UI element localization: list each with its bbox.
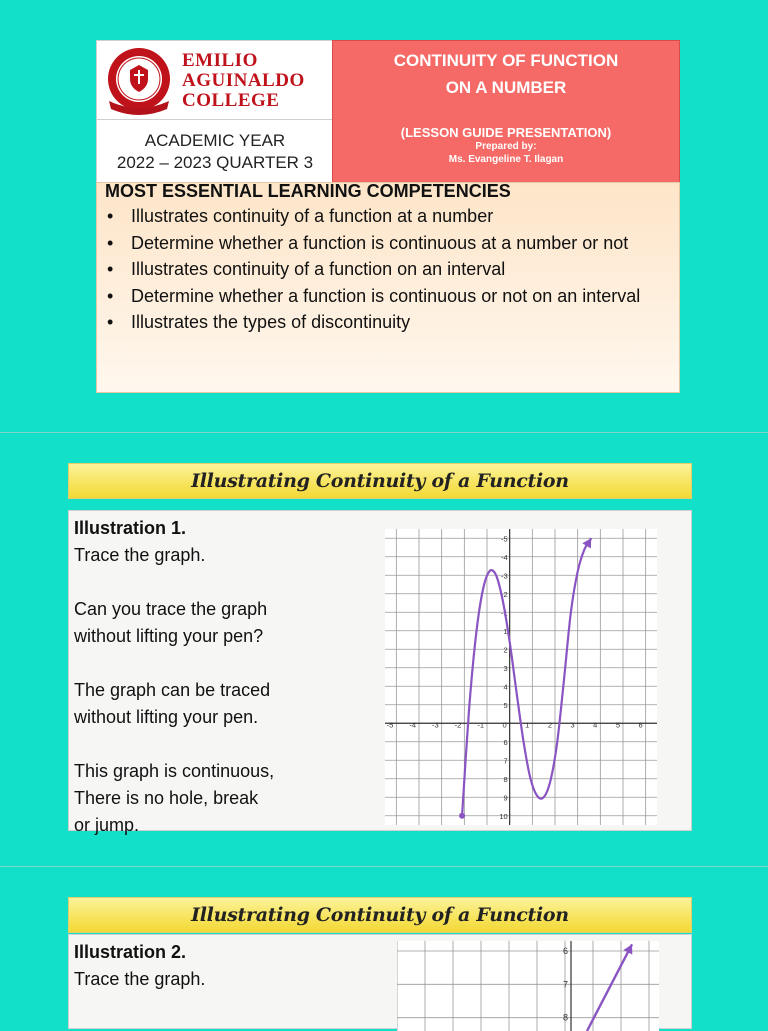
conclusion-line: There is no hole, break bbox=[74, 788, 259, 808]
x-tick-label: -1 bbox=[477, 720, 484, 730]
melc-panel bbox=[96, 182, 680, 393]
instruction-text: Trace the graph. bbox=[74, 545, 206, 565]
lesson-title-panel bbox=[332, 40, 680, 187]
slide2-text bbox=[74, 515, 324, 839]
y-tick-label: 3 bbox=[503, 663, 508, 673]
melc-item: • Illustrates the types of discontinuity bbox=[105, 309, 671, 336]
slide3-panel bbox=[68, 934, 692, 1029]
y-tick-label: 1 bbox=[503, 626, 508, 636]
prepared-by-label: Prepared by: bbox=[475, 141, 537, 152]
author-name: Ms. Evangeline T. Ilagan bbox=[448, 154, 564, 165]
answer-line: without lifting your pen. bbox=[74, 707, 259, 727]
y-tick-label: -2 bbox=[500, 589, 508, 599]
y-tick-label: -1 bbox=[500, 608, 508, 618]
academic-year-label: ACADEMIC YEAR bbox=[144, 130, 286, 150]
x-tick-label: -3 bbox=[431, 720, 439, 730]
melc-item: • Determine whether a function is continuous or not on an interval bbox=[105, 283, 671, 310]
y-tick-label: 10 bbox=[499, 811, 508, 821]
lesson-subtitle: (LESSON GUIDE PRESENTATION) bbox=[400, 125, 612, 140]
y-tick-label: 7 bbox=[503, 756, 508, 766]
quarter-label: 2022 – 2023 QUARTER 3 bbox=[116, 152, 314, 172]
x-tick-label: 6 bbox=[638, 720, 643, 730]
illustration-label: Illustration 1. bbox=[74, 518, 187, 538]
slide2-panel bbox=[68, 510, 692, 835]
y-tick-label: 6 bbox=[503, 737, 508, 747]
slide-divider bbox=[0, 432, 768, 433]
y-tick-label: 2 bbox=[503, 645, 508, 655]
function-curve bbox=[462, 538, 591, 816]
college-logo-panel bbox=[96, 40, 334, 121]
x-tick-label: 1 bbox=[525, 720, 530, 730]
college-seal-icon bbox=[105, 45, 173, 117]
melc-list bbox=[105, 203, 671, 336]
question-line: without lifting your pen? bbox=[74, 626, 264, 646]
curve-start-point bbox=[459, 813, 465, 819]
y-tick-label: 6 bbox=[562, 946, 568, 956]
answer-line: The graph can be traced bbox=[74, 680, 271, 700]
instruction-text: Trace the graph. bbox=[74, 969, 206, 989]
slide2-banner bbox=[68, 463, 692, 499]
question-line: Can you trace the graph bbox=[74, 599, 268, 619]
conclusion-line: This graph is continuous, bbox=[74, 761, 275, 781]
y-tick-label: 9 bbox=[503, 793, 508, 803]
x-tick-label: -2 bbox=[454, 720, 462, 730]
y-tick-label: 8 bbox=[562, 1012, 568, 1023]
melc-heading: MOST ESSENTIAL LEARNING COMPETENCIES bbox=[105, 181, 511, 201]
function-graph-2 bbox=[397, 941, 659, 1031]
slide3-text bbox=[74, 939, 324, 993]
x-tick-label: 2 bbox=[547, 720, 552, 730]
y-tick-label: 8 bbox=[503, 774, 508, 784]
x-tick-label: -4 bbox=[409, 720, 416, 730]
lesson-title: CONTINUITY OF FUNCTION ON A NUMBER bbox=[393, 51, 619, 97]
y-tick-label: -3 bbox=[500, 571, 508, 581]
x-tick-label: 4 bbox=[593, 720, 598, 730]
academic-year-panel bbox=[96, 119, 334, 184]
y-tick-label: -5 bbox=[500, 534, 508, 544]
conclusion-line: or jump. bbox=[74, 815, 140, 835]
illustration-label: Illustration 2. bbox=[74, 942, 187, 962]
slide3-banner-title: Illustrating Continuity of a Function bbox=[191, 904, 569, 926]
x-tick-label: -5 bbox=[386, 720, 394, 730]
y-tick-label: 4 bbox=[503, 682, 508, 692]
x-tick-label: 5 bbox=[615, 720, 620, 730]
melc-item: • Illustrates continuity of a function on an interval bbox=[105, 256, 671, 283]
slide-divider bbox=[0, 866, 768, 867]
y-tick-label: 5 bbox=[503, 700, 508, 710]
melc-item: • Determine whether a function is continuous at a number or not bbox=[105, 230, 671, 257]
x-tick-label: 3 bbox=[570, 720, 575, 730]
y-tick-label: -4 bbox=[500, 552, 508, 562]
x-tick-label: 0 bbox=[502, 720, 507, 730]
continuous-function-graph bbox=[385, 529, 657, 825]
melc-item: • Illustrates continuity of a function at a number bbox=[105, 203, 671, 230]
college-name: EMILIO AGUINALDO COLLEGE bbox=[182, 50, 305, 111]
slide3-banner bbox=[68, 897, 692, 933]
slide2-banner-title: Illustrating Continuity of a Function bbox=[191, 470, 569, 492]
y-tick-label: 7 bbox=[562, 979, 568, 990]
